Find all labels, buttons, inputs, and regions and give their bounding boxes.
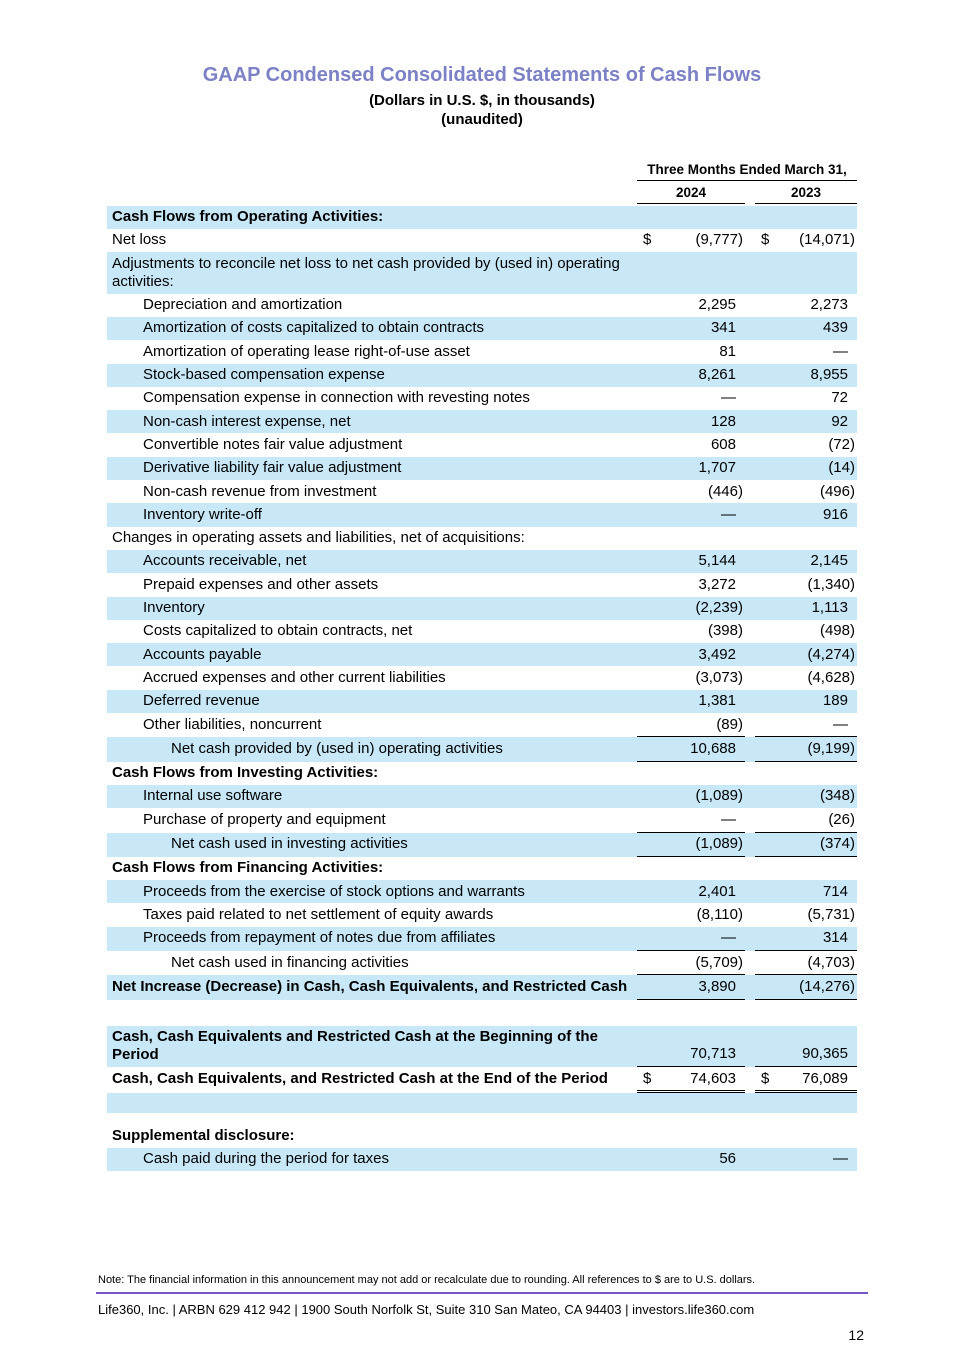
column-gap (745, 833, 755, 857)
row-label: Changes in operating assets and liabilities, net of acquisitions: (112, 529, 525, 547)
table-row (107, 1067, 857, 1093)
row-label: Taxes paid related to net settlement of equity awards (143, 905, 494, 923)
row-label: Non-cash interest expense, net (143, 412, 351, 430)
value-2023 (755, 550, 857, 573)
table-row (107, 410, 857, 433)
table-row (107, 857, 857, 880)
value-2024 (637, 410, 745, 433)
column-gap (745, 713, 755, 737)
amount-2023: (1,340) (807, 575, 855, 593)
amount-2024: (8,110) (696, 905, 743, 923)
value-2023 (755, 951, 857, 975)
amount-2024: (3,073) (695, 668, 743, 686)
value-2024 (637, 690, 745, 713)
table-row (107, 480, 857, 503)
amount-2024: (9,777) (695, 231, 743, 249)
value-2024 (637, 433, 745, 456)
row-label: Cash, Cash Equivalents, and Restricted Cash at the End of the Period (112, 1069, 608, 1087)
row-label: Proceeds from the exercise of stock options and warrants (143, 882, 525, 900)
row-label: Inventory (143, 599, 205, 617)
table-row (107, 550, 857, 573)
amount-2023: (348) (819, 787, 855, 805)
column-gap (745, 480, 755, 503)
amount-2024: 3,272 (698, 575, 736, 593)
amount-2023: 92 (831, 412, 848, 430)
col-header-2023: 2023 (755, 182, 857, 204)
value-2024 (637, 1126, 745, 1148)
row-label: Amortization of costs capitalized to obtain contracts (143, 319, 485, 337)
column-gap (745, 808, 755, 832)
table-row (107, 433, 857, 456)
value-2023 (755, 272, 857, 294)
table-row (107, 527, 857, 550)
column-gap (745, 690, 755, 713)
value-2024 (637, 272, 745, 294)
header-label-spacer (107, 160, 637, 181)
table-row (107, 364, 857, 387)
amount-2023: 8,955 (810, 366, 848, 384)
value-2024 (637, 763, 745, 785)
amount-2024: 608 (710, 435, 736, 453)
amount-2023: (72) (828, 435, 855, 453)
amount-2024: 5,144 (698, 552, 736, 570)
row-label: Cash, Cash Equivalents and Restricted Cash at the Beginning of the Period (112, 1028, 598, 1064)
column-gap (745, 762, 755, 785)
column-gap (745, 503, 755, 526)
column-gap (745, 527, 755, 550)
amount-2023: 714 (822, 882, 848, 900)
value-2024 (637, 975, 745, 999)
value-2024 (637, 387, 745, 410)
row-label: Cash Flows from Financing Activities: (112, 859, 384, 877)
row-label: Net cash provided by (used in) operating activities (171, 739, 503, 757)
row-label: Cash Flows from Investing Activities: (112, 764, 379, 782)
value-2023 (755, 690, 857, 713)
currency-symbol: $ (643, 1069, 652, 1087)
amount-2024: (2,239) (695, 599, 743, 617)
value-2024 (637, 550, 745, 573)
value-2024 (637, 480, 745, 503)
amount-2023: (4,703) (807, 953, 855, 971)
table-row (107, 573, 857, 596)
table-row (107, 903, 857, 926)
value-2023 (755, 457, 857, 480)
value-2023 (755, 880, 857, 903)
table-row (107, 927, 857, 951)
row-label: Stock-based compensation expense (143, 366, 385, 384)
table-year-header-row (107, 182, 857, 204)
column-gap (745, 643, 755, 666)
row-label: Costs capitalized to obtain contracts, net (143, 622, 413, 640)
value-2024 (637, 620, 745, 643)
row-label: Adjustments to reconcile net loss to net cash provided by (used in) operating activities: (112, 254, 620, 290)
row-label: Non-cash revenue from investment (143, 482, 377, 500)
column-gap (745, 975, 755, 999)
value-2023 (755, 410, 857, 433)
table-row (107, 387, 857, 410)
value-2023 (755, 713, 857, 737)
table-row (107, 340, 857, 363)
table-row (107, 833, 857, 857)
table-row (107, 206, 857, 229)
row-label: Cash Flows from Operating Activities: (112, 208, 384, 225)
table-row (107, 785, 857, 808)
amount-2023: 314 (822, 929, 848, 947)
value-2023 (755, 503, 857, 526)
value-2023 (755, 833, 857, 857)
currency-symbol: $ (643, 231, 652, 249)
table-row (107, 457, 857, 480)
value-2023 (755, 785, 857, 808)
column-gap (745, 1124, 755, 1147)
amount-2023: (498) (819, 622, 855, 640)
amount-2023: 1,113 (811, 599, 848, 617)
value-2023 (755, 207, 857, 229)
amount-2024: 56 (719, 1150, 736, 1168)
amount-2024: 10,688 (690, 739, 736, 757)
value-2023 (755, 927, 857, 951)
cashflow-table-body (107, 206, 857, 1172)
currency-symbol: $ (761, 231, 770, 249)
row-label: Net cash used in financing activities (171, 953, 409, 971)
value-2023 (755, 294, 857, 317)
amount-2024: 341 (710, 319, 736, 337)
value-2023 (755, 528, 857, 550)
value-2024 (637, 1148, 745, 1171)
value-2024 (637, 229, 745, 252)
row-label: Accounts receivable, net (143, 552, 307, 570)
row-label: Cash paid during the period for taxes (143, 1150, 389, 1168)
amount-2023: 72 (831, 389, 848, 407)
amount-2024: 1,707 (698, 459, 736, 477)
value-2024 (637, 528, 745, 550)
value-2024 (637, 340, 745, 363)
table-row (107, 503, 857, 526)
table-row (107, 975, 857, 999)
amount-2023: 76,089 (802, 1069, 848, 1087)
amount-2024: 3,492 (698, 645, 736, 663)
table-row (107, 737, 857, 761)
table-period-header-row (107, 160, 857, 181)
value-2024 (637, 880, 745, 903)
value-2023 (755, 975, 857, 999)
amount-2023: (26) (828, 810, 855, 828)
amount-2024: — (721, 810, 736, 828)
row-label: Internal use software (143, 787, 283, 805)
value-2024 (637, 858, 745, 880)
column-gap (745, 1067, 755, 1093)
value-2023 (755, 340, 857, 363)
row-label: Depreciation and amortization (143, 296, 343, 314)
amount-2023: 189 (822, 692, 848, 710)
amount-2023: 916 (822, 505, 848, 523)
column-gap (745, 317, 755, 340)
value-2023 (755, 387, 857, 410)
row-label: Accrued expenses and other current liabilities (143, 668, 446, 686)
amount-2024: (1,089) (695, 787, 743, 805)
table-row (107, 1148, 857, 1171)
value-2024 (637, 903, 745, 926)
page-footer (96, 1274, 868, 1317)
column-gap (745, 433, 755, 456)
value-2024 (637, 597, 745, 620)
amount-2024: 70,713 (690, 1045, 736, 1063)
value-2023 (755, 808, 857, 832)
value-2023 (755, 737, 857, 761)
value-2024 (637, 643, 745, 666)
statement-title: GAAP Condensed Consolidated Statements of Cash Flows (202, 64, 762, 86)
column-gap (745, 364, 755, 387)
amount-2023: (14) (828, 459, 855, 477)
row-label: Net cash used in investing activities (171, 835, 408, 853)
amount-2024: 8,261 (698, 366, 736, 384)
company-info-line: Life360, Inc. | ARBN 629 412 942 | 1900 South Norfolk St, Suite 310 San Mateo, CA 94403 | investors.life360.com (98, 1302, 755, 1317)
amount-2024: (1,089) (695, 835, 743, 853)
amount-2023: (14,276) (799, 977, 855, 995)
value-2023 (755, 1126, 857, 1148)
value-2023 (755, 597, 857, 620)
value-2023 (755, 573, 857, 596)
amount-2024: (446) (707, 482, 743, 500)
value-2024 (637, 713, 745, 737)
value-2023 (755, 229, 857, 252)
column-gap (745, 785, 755, 808)
column-gap (745, 573, 755, 596)
amount-2024: — (721, 505, 736, 523)
row-label: Inventory write-off (143, 505, 262, 523)
row-label: Purchase of property and equipment (143, 810, 386, 828)
currency-symbol: $ (761, 1069, 770, 1087)
page-number: 12 (848, 1327, 864, 1343)
statement-subtitle-currency: (Dollars in U.S. $, in thousands) (369, 92, 595, 109)
column-gap (745, 252, 755, 294)
value-2024 (637, 808, 745, 832)
value-2024 (637, 457, 745, 480)
column-gap (745, 294, 755, 317)
amount-2023: — (833, 342, 848, 360)
column-gap (745, 927, 755, 951)
spacer-row (107, 1093, 857, 1113)
table-row (107, 690, 857, 713)
amount-2023: — (833, 1150, 848, 1168)
amount-2023: — (833, 715, 848, 733)
value-2024 (637, 833, 745, 857)
value-2024 (637, 294, 745, 317)
amount-2023: (9,199) (807, 739, 855, 757)
value-2023 (755, 433, 857, 456)
column-gap (745, 410, 755, 433)
column-gap (745, 340, 755, 363)
column-gap (745, 229, 755, 252)
value-2023 (755, 666, 857, 689)
column-gap (745, 880, 755, 903)
value-2023 (755, 858, 857, 880)
amount-2024: 3,890 (698, 977, 736, 995)
table-row (107, 317, 857, 340)
column-gap (745, 737, 755, 761)
row-label: Amortization of operating lease right-of-use asset (143, 342, 470, 360)
table-row (107, 1026, 857, 1068)
column-gap (745, 550, 755, 573)
row-label: Convertible notes fair value adjustment (143, 435, 403, 453)
amount-2023: (374) (819, 835, 855, 853)
value-2023 (755, 1067, 857, 1093)
amount-2024: 81 (719, 342, 736, 360)
column-gap (745, 387, 755, 410)
table-row (107, 597, 857, 620)
header-label-spacer (107, 182, 637, 204)
value-2024 (637, 666, 745, 689)
value-2024 (637, 317, 745, 340)
rounding-note: Note: The financial information in this announcement may not add or recalculate due to rounding. All references to $ are to U.S. dollars. (98, 1274, 756, 1286)
value-2024 (637, 737, 745, 761)
value-2023 (755, 643, 857, 666)
table-row (107, 951, 857, 975)
amount-2024: 2,401 (698, 882, 736, 900)
amount-2024: 2,295 (698, 296, 736, 314)
title-block (0, 0, 964, 130)
table-row (107, 294, 857, 317)
value-2024 (637, 364, 745, 387)
column-gap (745, 1148, 755, 1171)
column-gap (745, 951, 755, 975)
table-row (107, 620, 857, 643)
value-2024 (637, 207, 745, 229)
row-label: Other liabilities, noncurrent (143, 715, 322, 733)
amount-2024: (398) (707, 622, 743, 640)
row-label: Proceeds from repayment of notes due from affiliates (143, 929, 496, 947)
amount-2023: 2,273 (810, 296, 848, 314)
amount-2024: 128 (710, 412, 736, 430)
table-row (107, 666, 857, 689)
row-label: Prepaid expenses and other assets (143, 575, 379, 593)
value-2023 (755, 364, 857, 387)
row-label: Net Increase (Decrease) in Cash, Cash Equivalents, and Restricted Cash (112, 977, 628, 995)
table-row (107, 1124, 857, 1147)
amount-2024: — (721, 389, 736, 407)
row-label: Supplemental disclosure: (112, 1126, 295, 1144)
amount-2023: (5,731) (807, 905, 855, 923)
table-row (107, 762, 857, 785)
column-gap (745, 182, 755, 204)
value-2024 (637, 785, 745, 808)
value-2023 (755, 620, 857, 643)
amount-2023: 439 (822, 319, 848, 337)
row-label: Derivative liability fair value adjustment (143, 459, 402, 477)
value-2023 (755, 1043, 857, 1067)
amount-2023: 2,145 (810, 552, 848, 570)
amount-2023: (4,274) (807, 645, 855, 663)
table-row (107, 252, 857, 294)
cashflow-table (107, 160, 857, 1172)
value-2024 (637, 573, 745, 596)
value-2023 (755, 317, 857, 340)
value-2024 (637, 951, 745, 975)
row-label: Accounts payable (143, 645, 262, 663)
column-gap (745, 666, 755, 689)
row-label: Deferred revenue (143, 692, 260, 710)
row-label: Net loss (112, 231, 167, 249)
amount-2024: 1,381 (698, 692, 736, 710)
value-2024 (637, 1067, 745, 1093)
column-gap (745, 457, 755, 480)
table-row (107, 643, 857, 666)
value-2023 (755, 480, 857, 503)
amount-2024: — (721, 929, 736, 947)
amount-2023: 90,365 (802, 1045, 848, 1063)
amount-2024: (89) (716, 715, 743, 733)
value-2024 (637, 927, 745, 951)
column-gap (745, 1026, 755, 1068)
row-label: Compensation expense in connection with revesting notes (143, 389, 530, 407)
amount-2023: (14,071) (799, 231, 855, 249)
column-gap (745, 903, 755, 926)
value-2024 (637, 503, 745, 526)
table-row (107, 229, 857, 252)
col-header-2024: 2024 (637, 182, 745, 204)
amount-2024: 74,603 (690, 1069, 736, 1087)
table-row (107, 808, 857, 832)
column-gap (745, 206, 755, 229)
table-row (107, 880, 857, 903)
column-gap (745, 597, 755, 620)
value-2023 (755, 1148, 857, 1171)
column-gap (745, 857, 755, 880)
amount-2023: (4,628) (807, 668, 855, 686)
spacer-row (107, 1000, 857, 1026)
value-2023 (755, 903, 857, 926)
period-header: Three Months Ended March 31, (637, 160, 857, 181)
column-gap (745, 620, 755, 643)
table-row (107, 713, 857, 737)
amount-2024: (5,709) (695, 953, 743, 971)
value-2023 (755, 763, 857, 785)
value-2024 (637, 1043, 745, 1067)
statement-subtitle-unaudited: (unaudited) (441, 110, 523, 128)
amount-2023: (496) (819, 482, 855, 500)
spacer-row (107, 1113, 857, 1124)
